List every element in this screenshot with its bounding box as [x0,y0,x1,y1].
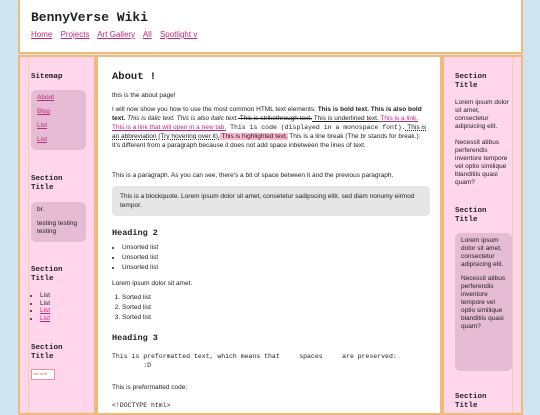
section-text: Necessit atibus perferendis inventore tempore vel optio similique blanditiis quasi quam? [461,275,506,330]
intro-text: this is the about page! [112,92,176,99]
unsorted-list [112,243,158,273]
sitemap-title: Sitemap [31,73,63,81]
section-text: br. [37,206,45,213]
list-item: 3. Sorted list [122,313,151,323]
nav-art-gallery-link[interactable]: Art Gallery [97,30,136,39]
list-item: • List [40,292,50,300]
section-text: Necessit atibus perferendis inventore tempore vel optio similique blanditiis quasi quam? [455,139,508,186]
right-sidebar [442,55,523,415]
section-box [455,233,512,371]
section-title: Section Title [455,207,487,224]
text-bold: This is bold text. This is also bold text. [112,106,422,122]
list-item: • Unsorted list [122,263,158,273]
sitemap-link-list[interactable]: List [37,136,48,143]
preformatted-code: <!DOCTYPE html> [112,402,171,409]
list-item: • List [40,300,50,308]
list-item[interactable] [40,307,50,315]
section-title: Section Title [31,266,63,283]
preformatted-text: This is preformatted text, which means that spaces are preserved: :D [112,353,397,369]
section-title: Section Title [31,175,63,192]
blockquote: This is a blockquote. Lorem ipsum dolor sit amet, consetetur sadipscing elitr, sed diam nonumy eirmod tempor. [112,186,430,216]
left-sidebar [18,55,96,415]
section-title: Section Title [455,393,487,410]
text-strike: This is strikethrough text. [238,115,313,122]
divider [512,57,513,413]
text-highlight: This is highlighted text. [219,133,288,140]
text-italic: This is italic text. This is also italic text. [125,115,239,122]
section-list [31,292,50,322]
text-underline: This is underlined text. [312,115,379,122]
list-item: • Unsorted list [122,253,158,263]
sitemap-link-list[interactable]: List [37,122,48,129]
example-link[interactable]: This is a link. [378,115,419,122]
page-title: About ! [112,71,157,83]
site-header [18,0,523,54]
thumbnail-caption: cat stuff [33,371,47,376]
divider [28,57,29,413]
paragraph: This is a paragraph. As you can see, there's a bit of space between it and the previous paragraph. [112,172,394,179]
nav-all-link[interactable]: All [142,30,152,39]
section-title: Section Title [455,73,487,90]
section-box [31,202,86,242]
text-elements-paragraph [112,105,430,150]
lorem-text: Lorem ipsum dolor sit amet. [112,280,193,287]
main-content [96,55,442,415]
heading-3: Heading 3 [112,333,158,343]
sitemap-link-blog[interactable]: Blog [37,108,51,115]
heading-2: Heading 2 [112,228,158,238]
preformatted-code-label: This is preformatted code: [112,384,188,391]
list-link[interactable]: List [40,307,51,314]
list-item: 1. Sorted list [122,293,151,303]
text-plain: It's different from a paragraph because it does not add space inbetween the lines of text. [112,142,366,149]
section-title: Section Title [31,344,63,361]
nav-home-link[interactable]: Home [31,30,53,39]
top-nav [31,30,203,39]
site-title: BennyVerse Wiki [31,10,149,25]
text-plain: I will now show you how to use the most common HTML text elements: [112,106,318,113]
nav-projects-link[interactable]: Projects [60,30,90,39]
list-link[interactable]: List [40,314,51,322]
text-code: This is code (displayed in a monospace font). [226,124,406,131]
section-text: Lorem ipsum dolor sit amet, consectetur adipisicing elit. [455,99,509,130]
list-item[interactable] [40,315,50,323]
text-plain: This is a line break (The br stands for break.): [287,133,421,140]
list-item: 2. Sorted list [122,303,151,313]
list-item: • Unsorted list [122,243,158,253]
section-text: Lorem ipsum dolor sit amet, consectetur adipisicing elit. [461,237,504,268]
section-text: testing testing testing [37,220,78,235]
thumbnail-image[interactable] [31,369,55,380]
sorted-list [112,293,151,323]
text-abbreviation[interactable]: This is an abbreviation (Try hovering over it). [112,124,427,140]
example-new-tab-link[interactable]: This is a link that will open in a new tab. [112,124,227,131]
sitemap-link-about[interactable]: About [37,94,54,101]
nav-spotlight-link[interactable]: Spotlight v [159,30,198,39]
sitemap-box [31,90,86,150]
